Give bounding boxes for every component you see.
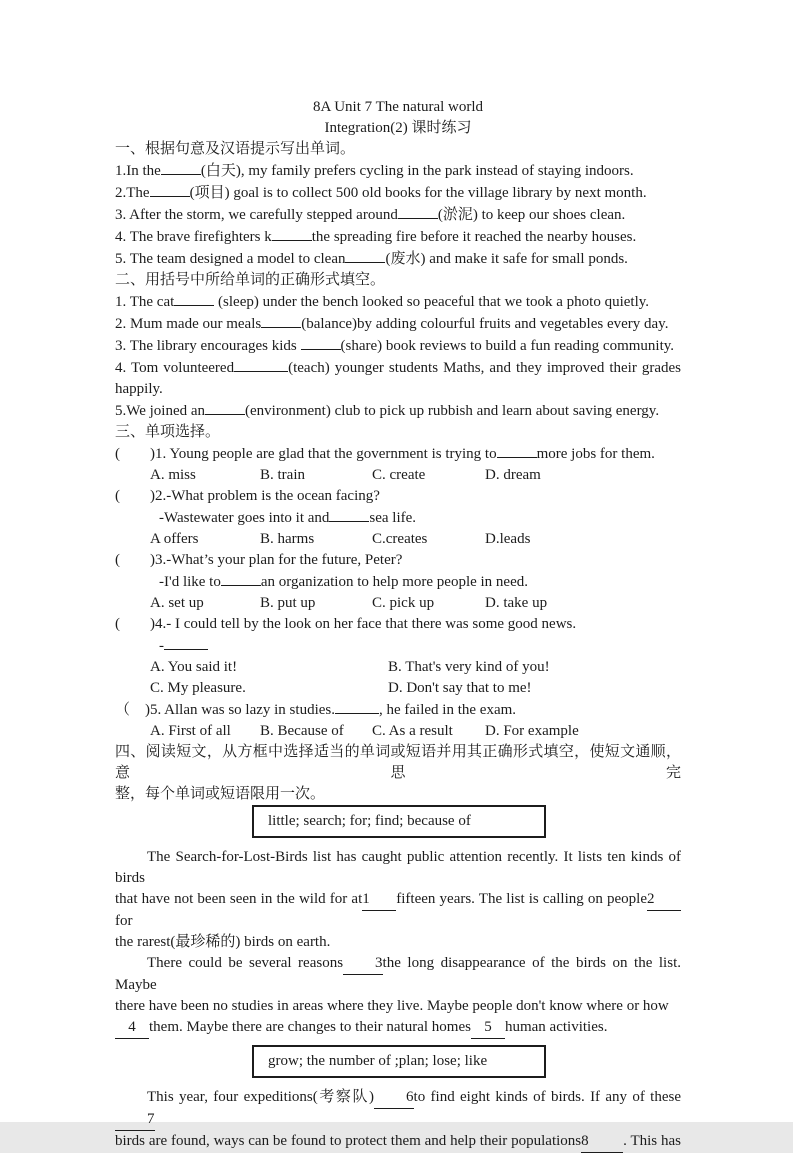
text-segment: -I'd like to	[159, 574, 221, 590]
text-segment: )2.-What problem is the ocean facing?	[150, 488, 380, 504]
numbered-blank-6: 6	[374, 1087, 414, 1109]
s3-q4-options-row2	[115, 678, 681, 699]
option-b: B. harms	[260, 531, 315, 547]
text-segment: them. Maybe there are changes to their natural homes	[149, 1019, 471, 1035]
text-segment: (balance)by adding colourful fruits and vegetables every day.	[301, 316, 669, 332]
section4-heading-line1: 四、阅读短文，从方框中选择适当的单词或短语并用其正确形式填空，使短文通顺，意思完	[115, 744, 681, 781]
s1-item-4	[115, 226, 681, 248]
s3-q4-options-row1	[115, 657, 681, 678]
option-b: B. Because of	[260, 723, 344, 739]
option-a: A. First of all	[150, 723, 231, 739]
text-segment: (share) book reviews to build a fun reading community.	[340, 338, 675, 354]
option-c: C. pick up	[372, 595, 435, 611]
answer-bracket: (	[115, 446, 120, 462]
option-d: D. Don't say that to me!	[388, 680, 532, 696]
text-segment: . This has	[623, 1133, 681, 1149]
numbered-blank-8: 8	[581, 1131, 623, 1153]
passage-p2-line1	[115, 953, 681, 996]
text-segment: the long disappearance of the birds on the list. Maybe	[115, 955, 681, 993]
blank-line	[329, 507, 369, 522]
section1-heading: 一、根据句意及汉语提示写出单词。	[115, 141, 356, 157]
text-segment: sea life.	[369, 510, 417, 526]
option-a: A. You said it!	[150, 659, 238, 675]
blank-line	[497, 443, 537, 458]
answer-bracket: (	[115, 552, 120, 568]
text-segment: 3. The library encourages kids	[115, 338, 301, 354]
s2-item-3	[115, 335, 681, 357]
s3-q4-stem	[115, 614, 681, 635]
word-bank-2-words: grow; the number of ;plan; lose; like	[268, 1053, 488, 1069]
s2-item-5	[115, 400, 681, 422]
text-segment: 3. After the storm, we carefully stepped around	[115, 207, 398, 223]
option-a: A. miss	[150, 467, 196, 483]
s2-item-1	[115, 291, 681, 313]
numbered-blank-3: 3	[343, 953, 383, 975]
passage-p2-line2: there have been no studies in areas where they live. Maybe people don't know where or how	[115, 998, 669, 1014]
text-segment: the spreading fire before it reached the nearby houses.	[311, 229, 637, 245]
option-b: B. That's very kind of you!	[388, 659, 550, 675]
option-b: B. put up	[260, 595, 316, 611]
text-segment: (environment) club to pick up rubbish and learn about saving energy.	[245, 403, 660, 419]
passage-p2-line3	[115, 1017, 681, 1039]
document-title: 8A Unit 7 The natural world	[312, 99, 484, 115]
s3-q3-options	[115, 593, 681, 614]
option-d: D. take up	[485, 595, 548, 611]
s1-item-5	[115, 248, 681, 270]
blank-line	[272, 226, 312, 241]
s3-q2-options	[115, 529, 681, 550]
s3-q2-stem	[115, 486, 681, 507]
text-segment: (淤泥) to keep our shoes clean.	[437, 207, 626, 223]
s1-item-1	[115, 160, 681, 182]
text-segment: This year, four expeditions(考察队)	[147, 1089, 375, 1105]
passage-p3-line2	[115, 1131, 681, 1153]
s3-q5-stem	[115, 699, 681, 721]
text-segment: )1. Young people are glad that the government is trying to	[150, 446, 497, 462]
option-c: C. As a result	[372, 723, 453, 739]
s3-q1-stem	[115, 443, 681, 465]
option-c: C.creates	[372, 531, 428, 547]
text-segment: There could be several reasons	[147, 955, 344, 971]
blank-line	[174, 291, 214, 306]
option-b: B. train	[260, 467, 305, 483]
s3-q3-stem	[115, 550, 681, 571]
text-segment: 5. The team designed a model to clean	[115, 251, 346, 267]
blank-line	[221, 571, 261, 586]
s3-q4-response	[115, 635, 681, 657]
answer-bracket: (	[115, 616, 120, 632]
text-segment: 2.The	[115, 185, 150, 201]
text-segment: , he failed in the exam.	[378, 702, 517, 718]
s1-item-3	[115, 204, 681, 226]
text-segment: (项目) goal is to collect 500 old books for the village library by next month.	[189, 185, 647, 201]
option-d: D. For example	[485, 723, 579, 739]
s3-q1-options	[115, 465, 681, 486]
s1-item-2	[115, 182, 681, 204]
text-segment: (sleep) under the bench looked so peaceful that we took a photo quietly.	[214, 294, 650, 310]
blank-line	[164, 635, 208, 650]
text-segment: that have not been seen in the wild for at	[115, 891, 363, 907]
blank-line	[301, 335, 341, 350]
text-segment: birds are found, ways can be found to protect them and help their populations	[115, 1133, 582, 1149]
s2-item-2	[115, 313, 681, 335]
section3-heading: 三、单项选择。	[115, 424, 221, 440]
text-segment: for	[115, 913, 133, 929]
text-segment: (teach) younger students Maths, and they improved their grades	[288, 360, 681, 376]
option-a: A offers	[150, 531, 199, 547]
text-segment: -Wastewater goes into it and	[159, 510, 330, 526]
text-segment: )3.-What’s your plan for the future, Peter?	[150, 552, 403, 568]
blank-line	[345, 248, 385, 263]
option-d: D.leads	[485, 531, 531, 547]
numbered-blank-4: 4	[115, 1017, 149, 1039]
text-segment: human activities.	[504, 1019, 608, 1035]
text-segment: to find eight kinds of birds. If any of these	[413, 1089, 682, 1105]
text-segment: )5. Allan was so lazy in studies.	[145, 702, 335, 718]
text-segment: -	[159, 638, 164, 654]
word-bank-box-1	[252, 805, 546, 838]
passage-p3-line1	[115, 1087, 681, 1131]
answer-bracket: （	[115, 702, 131, 718]
document-content	[115, 97, 681, 1153]
word-bank-1-words: little; search; for; find; because of	[268, 813, 471, 829]
option-d: D. dream	[485, 467, 541, 483]
option-c: C. create	[372, 467, 426, 483]
blank-line	[150, 182, 190, 197]
blank-line	[261, 313, 301, 328]
passage-p1-line1: The Search-for-Lost-Birds list has caught public attention recently. It lists ten kinds of birds	[115, 849, 681, 886]
text-segment: 1. The cat	[115, 294, 175, 310]
text-segment: 4. The brave firefighters k	[115, 229, 272, 245]
s3-q5-options	[115, 721, 681, 742]
numbered-blank-1: 1	[362, 889, 396, 911]
blank-line	[234, 357, 288, 372]
word-bank-box-2	[252, 1045, 546, 1078]
text-segment: 1.In the	[115, 163, 161, 179]
section4-heading-line2: 整，每个单词或短语限用一次。	[115, 786, 326, 802]
document-subtitle: Integration(2) 课时练习	[324, 120, 472, 136]
option-c: C. My pleasure.	[150, 680, 246, 696]
blank-line	[335, 699, 379, 714]
section2-heading: 二、用括号中所给单词的正确形式填空。	[115, 272, 386, 288]
text-segment: an organization to help more people in need.	[260, 574, 528, 590]
numbered-blank-7: 7	[115, 1109, 155, 1131]
s2-item-4	[115, 357, 681, 379]
s2-item-4-continuation: happily.	[115, 381, 163, 397]
blank-line	[398, 204, 438, 219]
text-segment: 4. Tom volunteered	[115, 360, 235, 376]
text-segment: )4.- I could tell by the look on her face that there was some good news.	[150, 616, 577, 632]
s3-q2-response	[115, 507, 681, 529]
text-segment: 2. Mum made our meals	[115, 316, 262, 332]
option-a: A. set up	[150, 595, 204, 611]
s3-q3-response	[115, 571, 681, 593]
text-segment: 5.We joined an	[115, 403, 206, 419]
numbered-blank-2: 2	[647, 889, 681, 911]
text-segment: (废水) and make it safe for small ponds.	[385, 251, 628, 267]
text-segment: fifteen years. The list is calling on people	[396, 891, 648, 907]
answer-bracket: (	[115, 488, 120, 504]
blank-line	[205, 400, 245, 415]
numbered-blank-5: 5	[471, 1017, 505, 1039]
text-segment: more jobs for them.	[536, 446, 655, 462]
passage-p1-line3: the rarest(最珍稀的) birds on earth.	[115, 934, 331, 950]
blank-line	[161, 160, 201, 175]
text-segment: (白天), my family prefers cycling in the park instead of staying indoors.	[200, 163, 634, 179]
passage-p1-line2	[115, 889, 681, 932]
